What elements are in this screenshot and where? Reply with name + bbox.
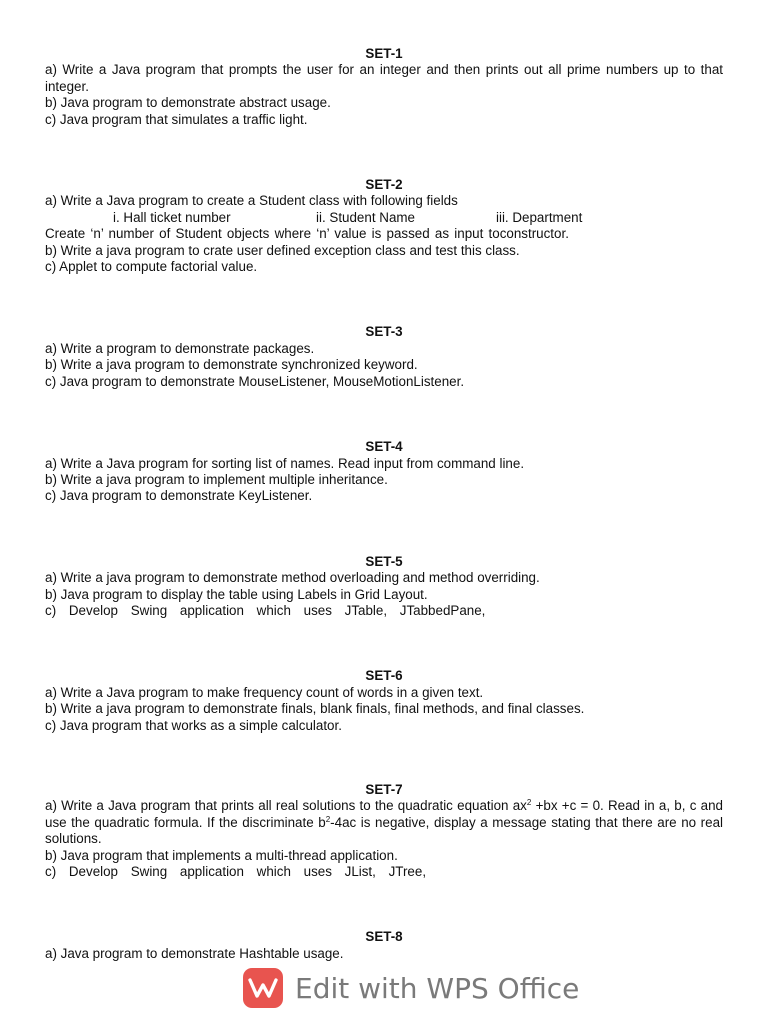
- field-student-name: ii. Student Name: [316, 209, 415, 225]
- set-2-create-line: Create ‘n’ number of Student objects where ‘n’ value is passed as input toconstructor.: [45, 226, 569, 242]
- set-3-item-a: a) Write a program to demonstrate packages.: [45, 340, 315, 356]
- set-2-item-c: c) Applet to compute factorial value.: [45, 259, 258, 275]
- set-1-item-a: a) Write a Java program that prompts the user for an integer and then prints out all prime numbers up to that integer.: [45, 62, 723, 94]
- set-2-item-a: a) Write a Java program to create a Student class with following fields: [45, 193, 458, 209]
- set-5-item-c: c) Develop Swing application which uses JTable, JTabbedPane,: [45, 602, 486, 618]
- set-title: SET-1: [365, 46, 403, 61]
- set-8-item-a: a) Java program to demonstrate Hashtable usage.: [45, 945, 344, 961]
- document-page: [45, 46, 723, 962]
- set-7-a-text-3: -4ac is negative, display a message stating that there are no real solutions.: [45, 814, 723, 847]
- set-1: [45, 46, 723, 128]
- set-7: [45, 782, 723, 880]
- set-2: [45, 177, 723, 275]
- field-department: iii. Department: [496, 209, 583, 225]
- set-4: [45, 439, 723, 505]
- set-5: [45, 554, 723, 620]
- wps-edit-label: Edit with WPS Office: [295, 971, 580, 1005]
- set-7-a-text-1: a) Write a Java program that prints all real solutions to the quadratic equation ax: [45, 798, 527, 814]
- wps-w-glyph-icon: [248, 977, 278, 999]
- set-title: SET-4: [365, 439, 403, 455]
- set-4-item-a: a) Write a Java program for sorting list of names. Read input from command line.: [45, 455, 525, 471]
- set-7-a-text-2: +bx +c = 0. Read in a, b, c and use the quadratic formula. If the discriminate b: [45, 798, 723, 830]
- set-title: SET-2: [365, 177, 403, 193]
- set-3-item-b: b) Write a java program to demonstrate synchronized keyword.: [45, 357, 418, 373]
- set-5-item-a: a) Write a java program to demonstrate method overloading and method overriding.: [45, 570, 540, 586]
- set-1-item-b: b) Java program to demonstrate abstract usage.: [45, 95, 331, 111]
- set-5-item-b: b) Java program to display the table using Labels in Grid Layout.: [45, 586, 428, 602]
- set-title: SET-3: [365, 324, 403, 340]
- set-6: [45, 668, 723, 734]
- set-6-item-b: b) Write a java program to demonstrate finals, blank finals, final methods, and final classes.: [45, 701, 585, 717]
- set-7-item-b: b) Java program that implements a multi-thread application.: [45, 847, 398, 863]
- wps-logo-icon: [243, 968, 283, 1008]
- set-3: [45, 324, 723, 390]
- set-2-item-b: b) Write a java program to crate user defined exception class and test this class.: [45, 242, 520, 258]
- set-title: SET-6: [365, 668, 403, 684]
- field-hall-ticket: i. Hall ticket number: [113, 209, 231, 225]
- exponent: 2: [526, 798, 532, 808]
- student-fields: [45, 210, 723, 226]
- set-7-item-a: [45, 798, 723, 847]
- set-title: SET-7: [365, 781, 403, 797]
- exponent: 2: [325, 814, 331, 824]
- set-title: SET-8: [365, 929, 403, 945]
- set-6-item-a: a) Write a Java program to make frequency count of words in a given text.: [45, 684, 484, 700]
- set-7-item-c: c) Develop Swing application which uses JList, JTree,: [45, 864, 427, 879]
- set-title: SET-5: [365, 553, 403, 569]
- set-4-item-b: b) Write a java program to implement multiple inheritance.: [45, 471, 388, 487]
- set-1-item-c: c) Java program that simulates a traffic light.: [45, 111, 308, 127]
- set-6-item-c: c) Java program that works as a simple calculator.: [45, 717, 342, 733]
- set-3-item-c: c) Java program to demonstrate MouseListener, MouseMotionListener.: [45, 373, 465, 389]
- wps-edit-banner[interactable]: [243, 966, 579, 1010]
- set-4-item-c: c) Java program to demonstrate KeyListener.: [45, 488, 313, 504]
- set-8: [45, 929, 723, 962]
